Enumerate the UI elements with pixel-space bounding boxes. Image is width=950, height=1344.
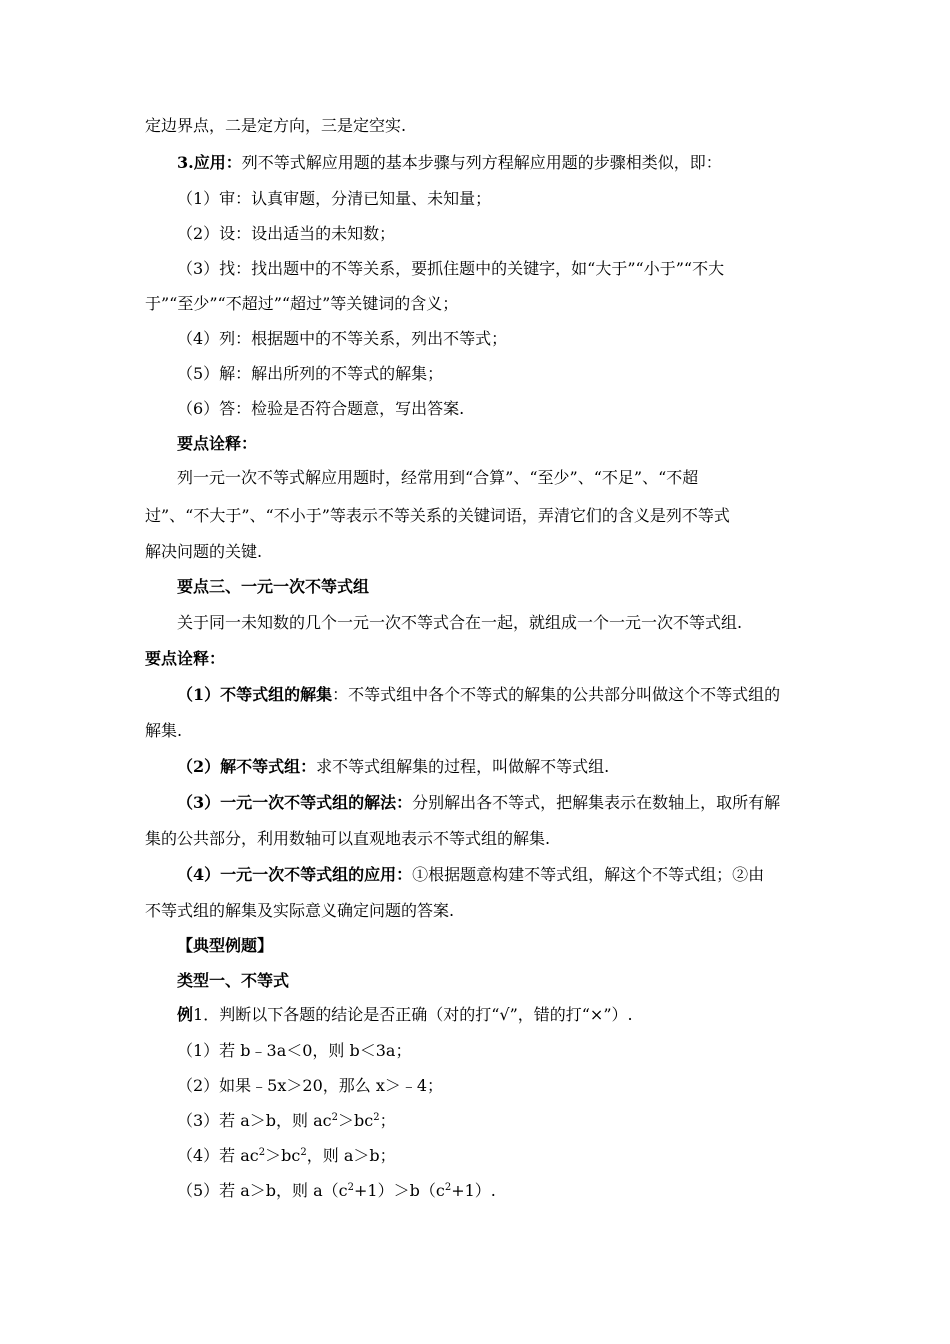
examples-title: 【典型例题】 <box>177 936 274 955</box>
question-3 <box>177 1110 396 1132</box>
point-text-cont: 不等式组的解集及实际意义确定问题的答案. <box>145 901 455 920</box>
application-heading <box>177 152 722 174</box>
point-text: 分别解出各不等式，把解集表示在数轴上，取所有解 <box>412 793 781 812</box>
point-text-cont: 解集. <box>145 721 183 740</box>
question-5 <box>177 1180 496 1202</box>
step-review: （1）审：认真审题，分清已知量、未知量； <box>177 189 492 208</box>
paragraph-line: 定边界点，二是定方向，三是定空实. <box>145 116 407 135</box>
note-line: 列一元一次不等式解应用题时，经常用到“合算”、“至少”、“不足”、“不超 <box>177 468 699 487</box>
example-text: 1．判断以下各题的结论是否正确（对的打“√”，错的打“×”）. <box>193 1005 633 1024</box>
application-text: 列不等式解应用题的基本步骤与列方程解应用题的步骤相类似，即： <box>241 153 722 172</box>
point-solve-system <box>177 756 609 778</box>
exponent: 2 <box>258 1147 266 1158</box>
point-text: ①根据题意构建不等式组，解这个不等式组；②由 <box>412 865 765 884</box>
example-label: 例 <box>177 1005 194 1024</box>
type-title: 类型一、不等式 <box>177 971 290 990</box>
note-title: 要点诠释： <box>177 434 258 453</box>
application-label: 3.应用： <box>177 153 242 172</box>
note-line: 过”、“不大于”、“不小于”等表示不等关系的关键词语，弄清它们的含义是列不等式 <box>145 506 730 525</box>
section-title: 要点三、一元一次不等式组 <box>177 577 370 596</box>
point-method <box>177 792 780 814</box>
step-answer: （6）答：检验是否符合题意，写出答案. <box>177 399 465 418</box>
question-text: ，则 a＞b； <box>306 1146 396 1165</box>
question-text: ＞bc <box>265 1146 301 1165</box>
point-label: （4）一元一次不等式组的应用： <box>177 865 413 884</box>
section-definition: 关于同一未知数的几个一元一次不等式合在一起，就组成一个一元一次不等式组. <box>177 613 743 632</box>
question-text: ； <box>379 1111 396 1130</box>
example-1 <box>177 1004 633 1026</box>
point-label: （3）一元一次不等式组的解法： <box>177 793 413 812</box>
step-set: （2）设：设出适当的未知数； <box>177 224 396 243</box>
exponent: 2 <box>373 1112 380 1123</box>
question-4 <box>177 1145 396 1167</box>
note-title: 要点诠释： <box>145 649 226 668</box>
question-text: +1）. <box>451 1181 496 1200</box>
point-text-cont: 集的公共部分，利用数轴可以直观地表示不等式组的解集. <box>145 829 551 848</box>
note-line: 解决问题的关键. <box>145 542 263 561</box>
point-application <box>177 864 764 886</box>
question-text: +1）＞b（c <box>354 1181 445 1200</box>
step-find: （3）找：找出题中的不等关系，要抓住题中的关键字，如“大于”“小于”“不大 <box>177 259 725 278</box>
step-list: （4）列：根据题中的不等关系，列出不等式； <box>177 329 508 348</box>
exponent: 2 <box>300 1147 307 1158</box>
step-find-cont: 于”“至少”“不超过”“超过”等关键词的含义； <box>145 294 459 313</box>
point-solution-set <box>177 684 780 706</box>
exponent: 2 <box>347 1182 355 1193</box>
exponent: 2 <box>444 1182 452 1193</box>
question-text: ＞bc <box>338 1111 374 1130</box>
point-text: ：不等式组中各个不等式的解集的公共部分叫做这个不等式组的 <box>332 685 781 704</box>
question-text: （4）若 ac <box>177 1146 259 1165</box>
exponent: 2 <box>331 1112 339 1123</box>
question-2: （2）如果﹣5x＞20，那么 x＞﹣4； <box>177 1076 444 1095</box>
question-text: （5）若 a＞b，则 a（c <box>177 1181 348 1200</box>
step-solve: （5）解：解出所列的不等式的解集； <box>177 364 444 383</box>
point-label: （2）解不等式组： <box>177 757 317 776</box>
point-label: （1）不等式组的解集 <box>177 685 333 704</box>
question-1: （1）若 b﹣3a＜0，则 b＜3a； <box>177 1041 412 1060</box>
question-text: （3）若 a＞b，则 ac <box>177 1111 332 1130</box>
point-text: 求不等式组解集的过程，叫做解不等式组. <box>316 757 610 776</box>
